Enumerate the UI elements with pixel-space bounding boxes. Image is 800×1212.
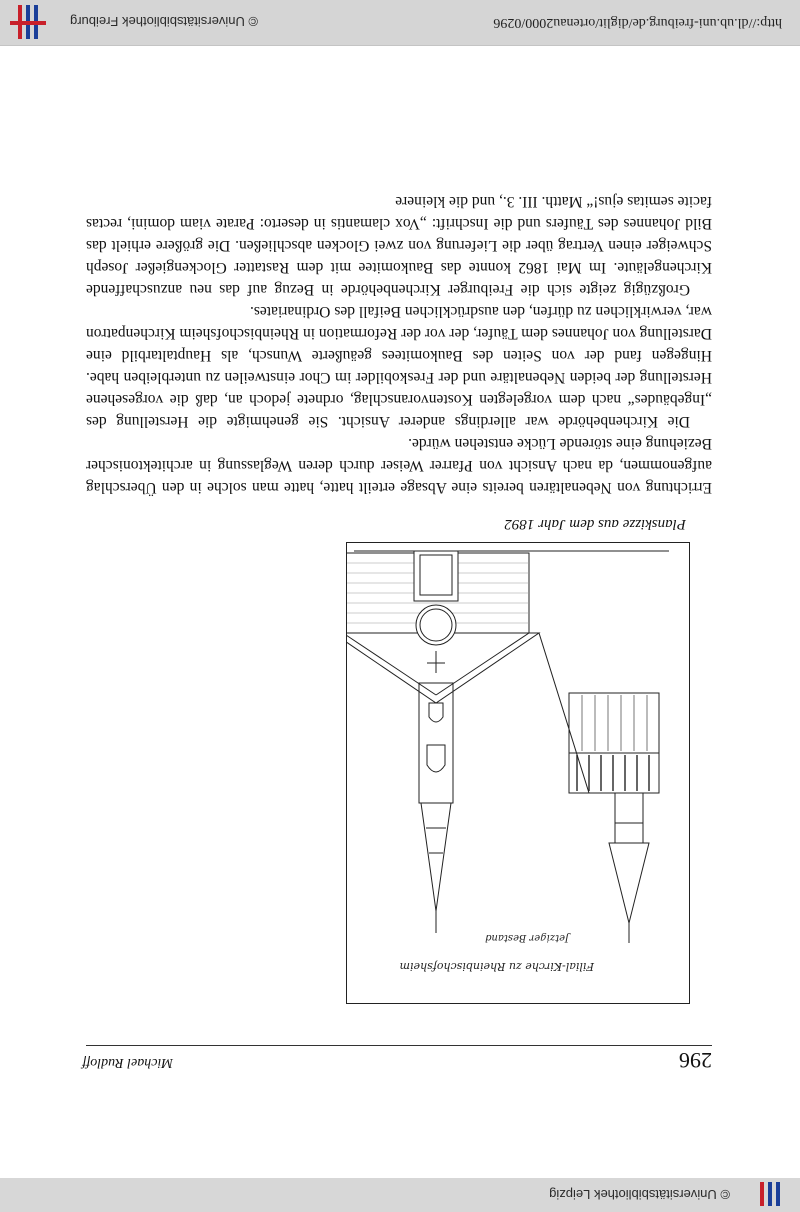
header-copyright: © Universitätsbibliothek Freiburg [70, 14, 259, 30]
drawing-label-subtitle: Jetziger Bestand [485, 932, 569, 943]
figure-caption: Planskizze aus dem Jahr 1892 [504, 516, 686, 532]
header-rule [86, 1045, 712, 1046]
library-logo-icon [752, 1178, 788, 1212]
page-number: 296 [679, 1048, 712, 1073]
paragraph: Großzügig zeigte sich die Freiburger Kirchenbehörde in Bezug auf das neu anzuschaffende Kirchengeläute. Im Mai 1862 konnte das Baukomitee mit dem Rastatter Glockengießer Joseph Schweiger einen Vertrag über die Lieferung von zwei Glocken abschließen. Die größere erhielt das Bild Johannes des Täufers und die Inschrift: „Vox clamantis in deserto: Parate viam domini, rectas facite semitas ejus!“ Matth. III. 3., und die kleinere [86, 193, 712, 298]
body-text [86, 190, 712, 498]
scanned-page [0, 46, 800, 1178]
drawing-label-title: Filial-Kirche zu Rheinbischofsheim [399, 960, 594, 973]
church-elevation-drawing [347, 543, 689, 1003]
running-head-author: Michael Rudloff [82, 1055, 173, 1070]
viewer-header-bar [0, 0, 800, 46]
paragraph: Errichtung von Nebenaltären bereits eine Absage erteilt hatte, hatte man solche in den Überschlag aufgenommen, da nach Ansicht von Pfarrer Weiser durch deren Weglassung in architektonischer Beziehung eine störende Lücke entstehen würde. [86, 435, 712, 496]
source-url-link[interactable]: http://dl.ub.uni-freiburg.de/diglit/ortenau2000/0296 [493, 15, 782, 30]
viewer-footer-bar [0, 1177, 800, 1212]
paragraph: Die Kirchenbehörde war allerdings anderer Ansicht. Sie genehmigte die Herstellung des „Ingebäudes“ nach dem vorgelegten Kostenvoranschlag, ordnete jedoch an, daß die vorgesehene Herstellung der beiden Nebenaltäre und der Freskobilder im Chor einstweilen zu unterbleiben habe. Hingegen fand der von Seiten des Baukomitees geäußerte Wunsch, als Hauptaltarbild eine Darstellung von Johannes dem Täufer, der vor der Reformation in Rheinbischofsheim Kirchenpatron war, verwirklichen zu dürfen, den ausdrücklichen Beifall des Ordinariates. [86, 303, 712, 430]
library-logo-icon [10, 5, 46, 39]
footer-copyright: © Universitätsbibliothek Leipzig [549, 1187, 730, 1203]
church-drawing-figure [346, 542, 690, 1004]
